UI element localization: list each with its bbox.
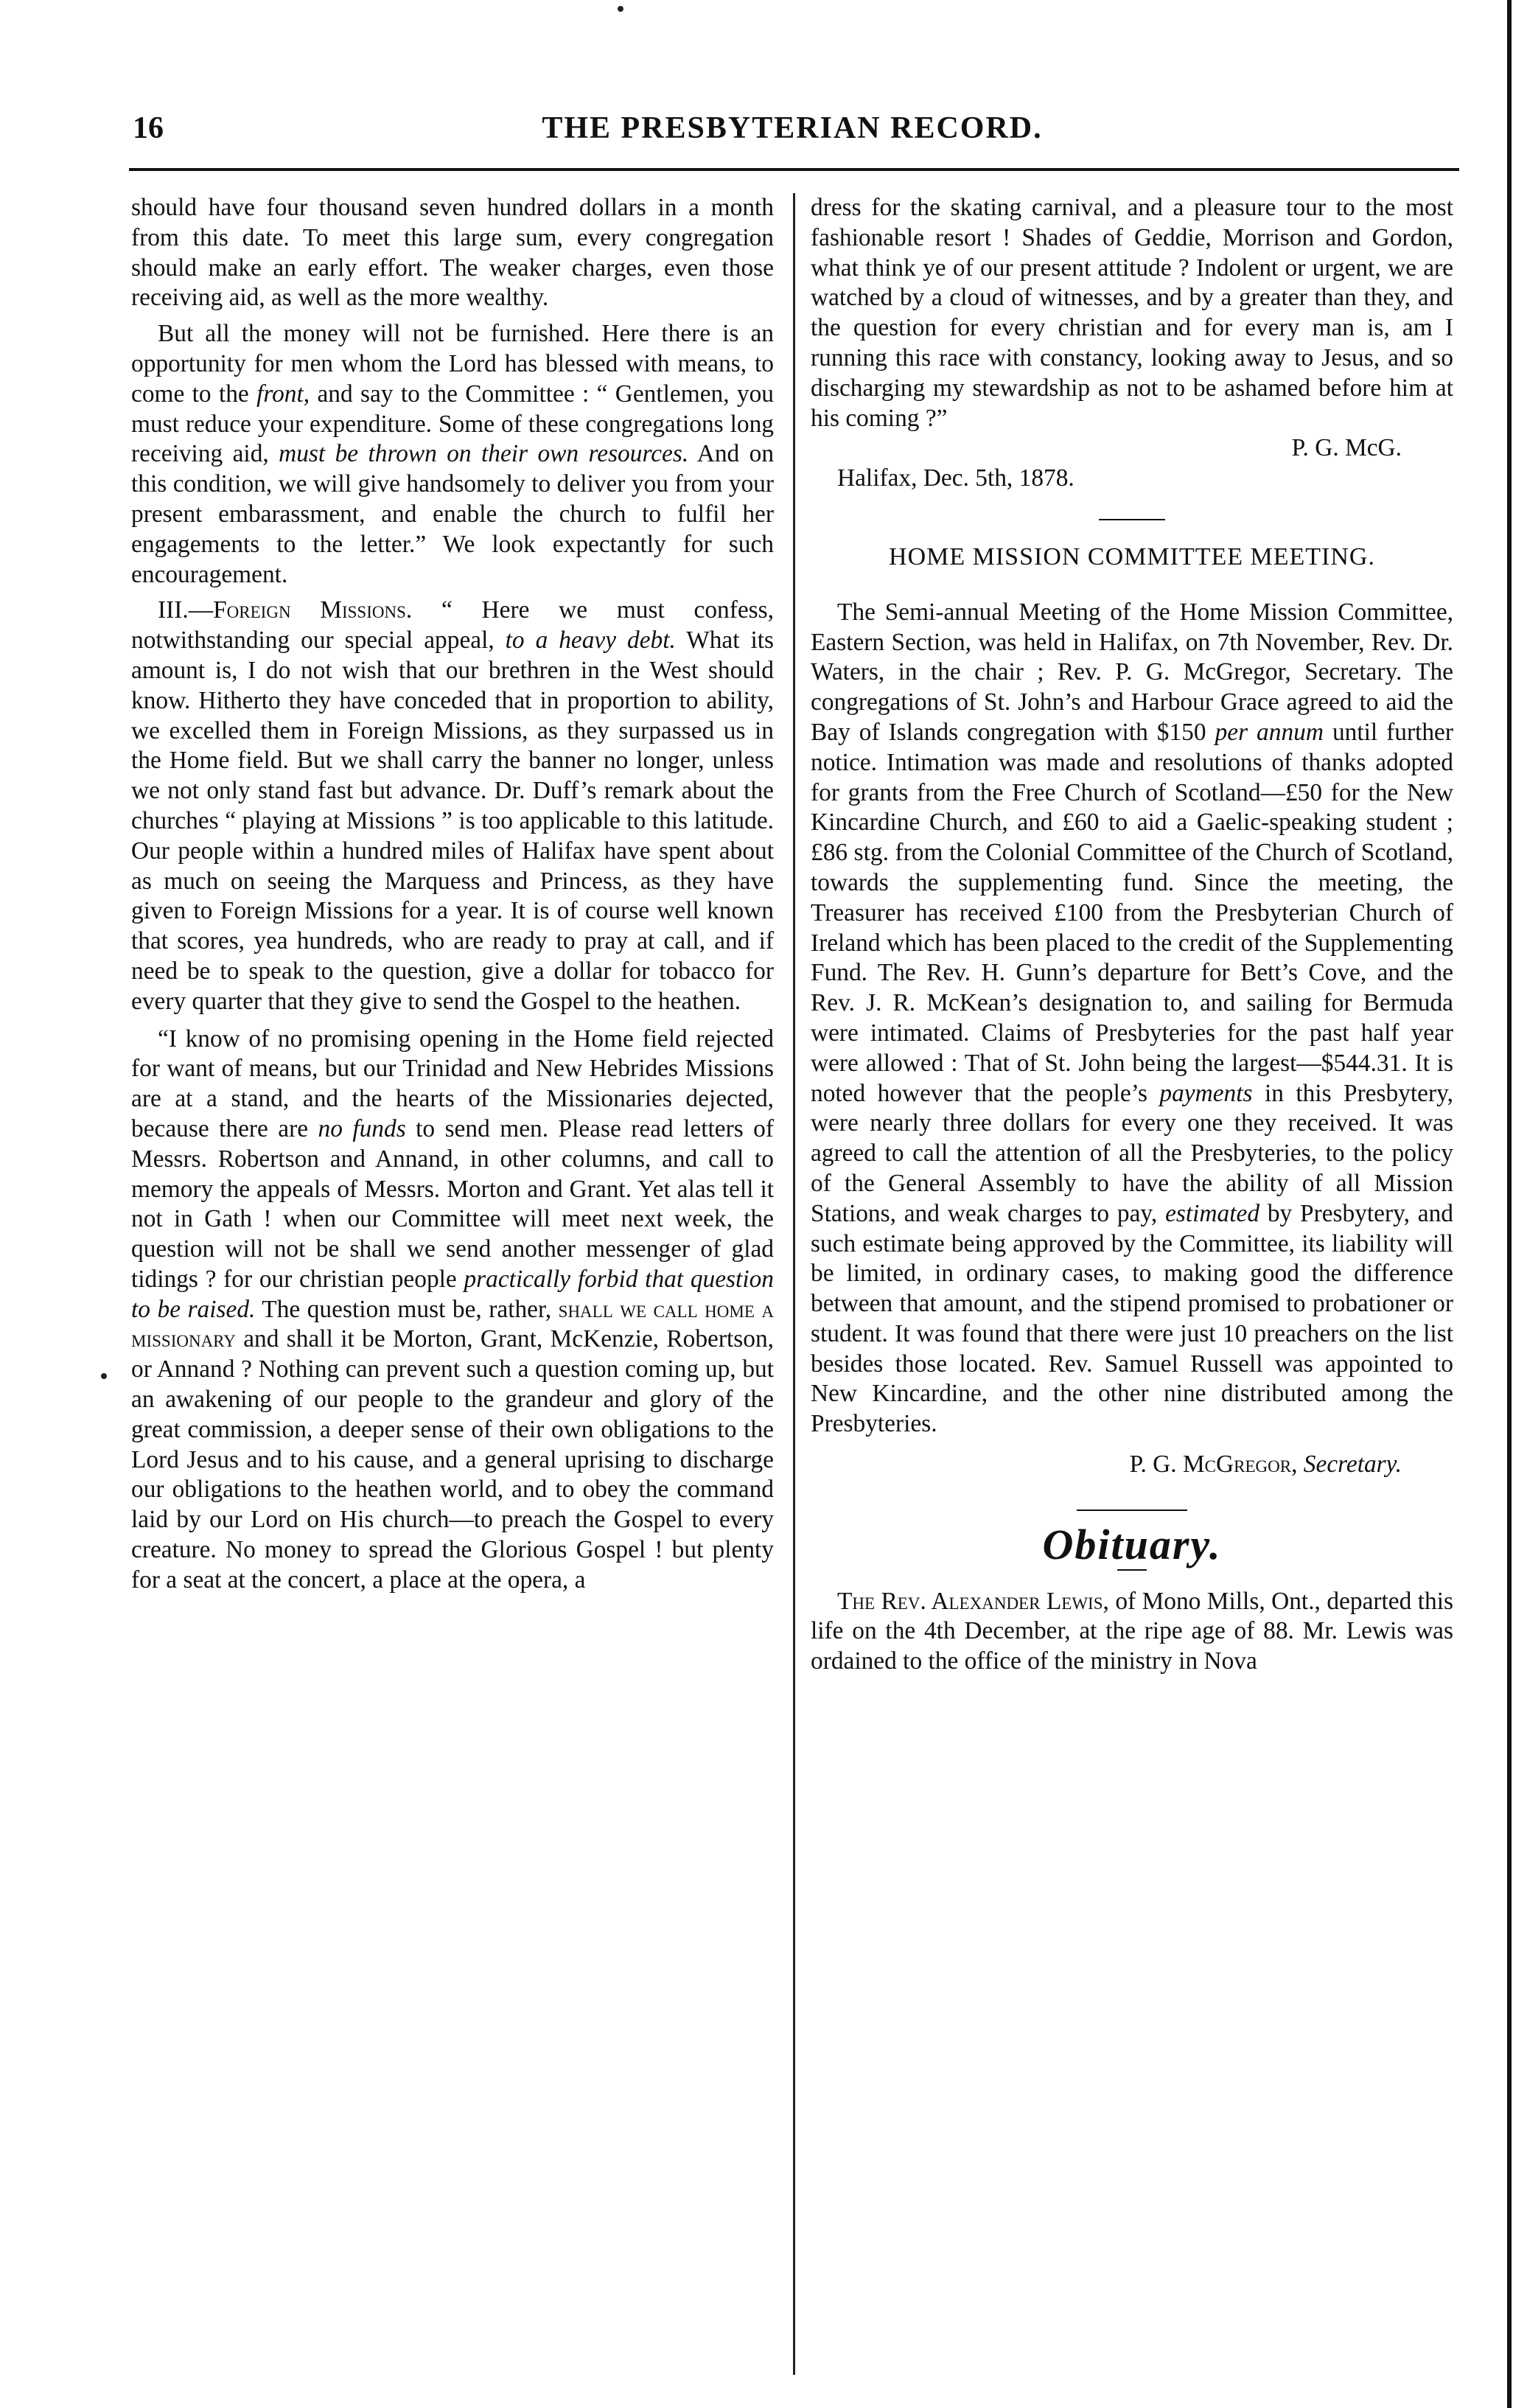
dateline: Halifax, Dec. 5th, 1878. [837,464,1075,492]
text-run: The Semi-annual Meeting of the Home Mission Committee, Eastern Section, was held in Halifax, on 7th November, Rev. Dr. Waters, in the chair ; Rev. P. G. McGregor, Secretary. The congregations of St. John’s and Harbour Grace agreed to aid the Bay of Islands congregation with $150 [811,598,1453,746]
text-run: and say to the Committee : “ Gentlemen, you must reduce your expenditure. Some of these congregations long receiving aid, [131,380,774,468]
section-numeral: III.— [158,596,214,624]
italic-text: estimated [1165,1199,1260,1227]
page-number: 16 [133,111,164,145]
small-caps-text: shall we call home a missionary [131,1295,775,1353]
italic-text: front, [256,380,310,408]
signature-initials: P. G. McG. [1291,434,1402,462]
text-run: to send men. Please read letters of Messrs. Robertson and Annand, in other columns, and call to memory the appeals of Messrs. Morton and Grant. Yet alas tell it not in Gath ! when our Committee will meet next week, the question will not be shall we send another messenger of glad tidings ? for our christian people [131,1114,774,1293]
text-run: and shall it be Morton, Grant, McKenzie, Robertson, or Annand ? Nothing can prevent such a question coming up, but an awakening of our people to the grandeur and glory of the great commission, a deeper sense of their own obligations to the Lord Jesus and to his cause, and a general uprising to discharge our obligations to the heathen world, and to obey the command laid by our Lord on His church—to preach the Gospel to every creature. No money to spread the Glorious Gospel ! but plenty for a seat at the concert, a place at the opera, a [131,1325,774,1594]
text-run: “ Here we must confess, notwithstanding our special appeal, [131,596,774,655]
paragraph [131,319,774,590]
text-run: “I know of no promising opening in the Home field rejected for want of means, but our Trinidad and New Hebrides Missions are at a stand, and the hearts of the Missionaries dejected, because there are [131,1025,774,1142]
text-run: The question must be, rather, [255,1295,559,1323]
text-run: of Mono Mills, Ont., departed this life on the 4th December, at the ripe age of 88. Mr. Lewis was ordained to the office of the ministry in Nova [811,1587,1454,1675]
section-heading-inline: Foreign Missions. [213,596,413,624]
italic-text: must be thrown on their own resources. [279,440,689,468]
signature-title: Secretary. [1303,1451,1402,1479]
column-divider [793,193,795,2375]
page-header [125,111,1459,155]
publication-title: THE PRESBYTERIAN RECORD. [542,111,1043,145]
home-mission-paragraph [811,598,1453,1439]
text-run: But all the money will not be furnished. Here there is an opportunity for men whom the Lord has blessed with means, to come to the [131,320,774,408]
section-divider [1077,1510,1187,1511]
left-column [131,193,774,1596]
paragraph [131,1025,774,1596]
signature-name: P. G. McGregor, [1129,1451,1298,1479]
section-divider [1099,519,1165,520]
italic-text: no funds [318,1114,406,1142]
text-run: in this Presbytery, were nearly three dollars for every one they received. It was agreed to call the attention of all the Presbyteries, to the policy of the General Assembly to have the ability of all Mission Stations, and weak charges to pay, [811,1079,1453,1227]
text-run: by Presbytery, and such estimate being approved by the Committee, its liability will be limited, in ordinary cases, to making good the difference between that amount, and the stipend promised to probationer or student. It was found that there were just 10 preachers on the list besides those located. Rev. Samuel Russell was appointed to New Kincardine, and the other nine distributed among the Presbyteries. [811,1199,1453,1438]
italic-text: practically forbid that question to be raised. [131,1265,774,1323]
home-mission-heading: HOME MISSION COMMITTEE MEETING. [889,542,1375,570]
paragraph: should have four thousand seven hundred dollars in a month from this date. To meet this large sum, every congregation should make an early effort. The weaker charges, even those receiving aid, as well as the more wealthy. [131,194,774,312]
page-edge-line [1507,0,1512,2408]
right-column [811,193,1453,1677]
section-divider [1117,1569,1147,1571]
ink-speck [101,1373,107,1379]
italic-text: payments [1159,1079,1253,1107]
header-rule [129,168,1459,171]
small-caps-text: The Rev. Alexander Lewis, [837,1587,1109,1615]
obituary-paragraph [811,1587,1453,1677]
ink-speck [618,6,623,12]
paragraph: dress for the skating carnival, and a pleasure tour to the most fashionable resort ! Shades of Geddie, Morrison and Gordon, what think ye of our present attitude ? Indolent or urgent, we are watched by a cloud of witnesses, and by a greater than they, and the question for every christian and for every man is, am I running this race with constancy, looking away to Jesus, and so discharging my stewardship as not to be ashamed before him at his coming ?” [811,194,1453,432]
italic-text: per annum [1215,718,1324,746]
text-run: until further notice. Intimation was made and resolutions of thanks adopted for grants from the Free Church of Scotland—£50 for the New Kincardine Church, and £60 to aid a Gaelic-speaking student ; £86 stg. from the Colonial Committee of the Church of Scotland, towards the supplementing fund. Since the meeting, the Treasurer has received £100 from the Presbyterian Church of Ireland which has been placed to the credit of the Supplementing Fund. The Rev. H. Gunn’s departure for Bett’s Cove, and the Rev. J. R. McKean’s designation to, and sailing for Bermuda were intimated. Claims of Presbyteries for the past half year were allowed : That of St. John being the largest—$544.31. It is noted however that the people’s [811,718,1453,1107]
italic-text: to a heavy debt. [505,627,676,655]
obituary-heading: Obituary. [1042,1520,1222,1568]
foreign-missions-paragraph [131,596,774,1016]
secretary-signature [811,1450,1453,1480]
text-run: What its amount is, I do not wish that our brethren in the West should know. Hitherto they have conceded that in proportion to ability, we excelled them in Foreign Missions, as they surpassed us in the Home field. But we shall carry the banner no longer, unless we not only stand fast but advance. Dr. Duff’s remark about the churches “ playing at Missions ” is too applicable to this latitude. Our people within a hundred miles of Halifax have spent about as much on seeing the Marquess and Princess, as they have given to Foreign Missions for a year. It is of course well known that scores, yea hundreds, who are ready to pray at call, and if need be to speak to the question, give a dollar for tobacco for every quarter that they give to send the Gospel to the heathen. [131,627,775,1015]
text-run: And on this condition, we will give handsomely to deliver you from your present embarassment, and enable the church to fulfil her engagements to the letter.” We look expectantly for such encouragement. [131,440,775,588]
